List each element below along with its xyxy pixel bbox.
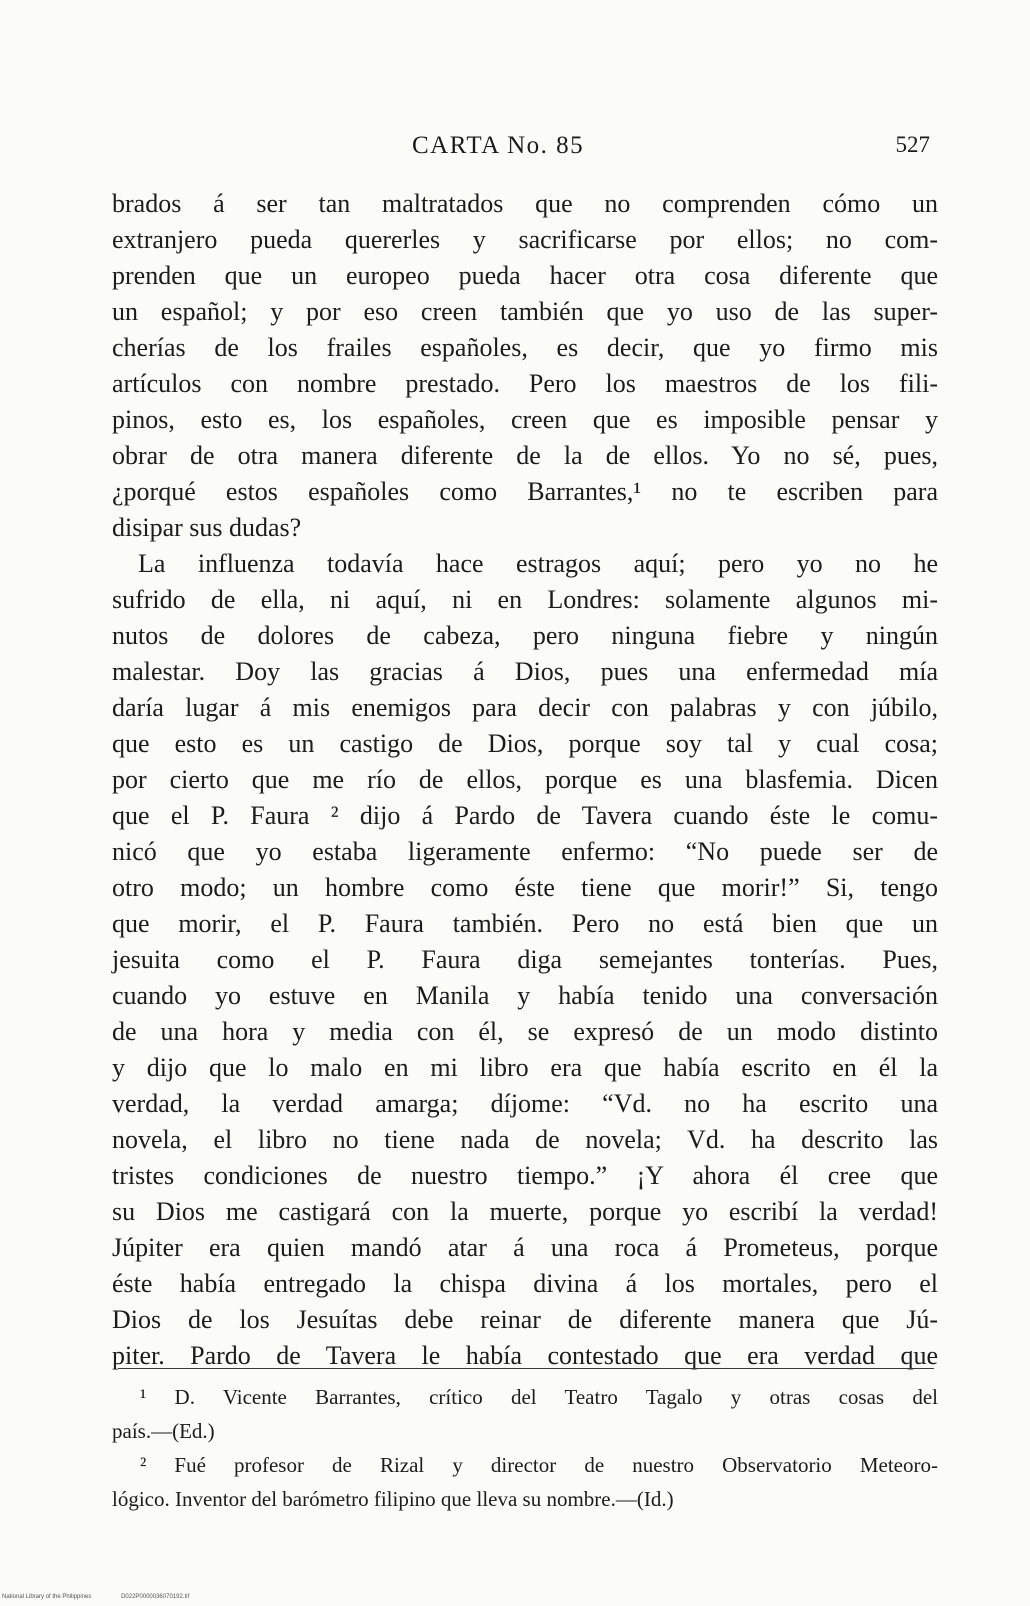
body-line: que el P. Faura ² dijo á Pardo de Tavera cuando éste le comu- (112, 801, 938, 830)
body-line: Dios de los Jesuítas debe reinar de diferente manera que Jú- (112, 1305, 938, 1334)
body-line: artículos con nombre prestado. Pero los maestros de los fili- (112, 369, 938, 398)
footnote-line: ¹ D. Vicente Barrantes, crítico del Teatro Tagalo y otras cosas del (140, 1385, 938, 1409)
library-credit: National Library of the Philippines (2, 1594, 92, 1600)
body-line: La influenza todavía hace estragos aquí; pero yo no he (138, 549, 938, 578)
letter-title: CARTA No. 85 (412, 132, 585, 159)
body-line: éste había entregado la chispa divina á los mortales, pero el (112, 1269, 938, 1298)
letter-body (112, 186, 938, 1374)
body-line: sufrido de ella, ni aquí, ni en Londres: solamente algunos mi- (112, 585, 938, 614)
body-line: novela, el libro no tiene nada de novela; Vd. ha descrito las (112, 1125, 938, 1154)
footnote-line: ² Fué profesor de Rizal y director de nuestro Observatorio Meteoro- (140, 1453, 938, 1477)
body-line: otro modo; un hombre como éste tiene que morir!” Si, tengo (112, 873, 938, 902)
body-line: nicó que yo estaba ligeramente enfermo: “No puede ser de (112, 837, 938, 866)
footnote-line: país.—(Ed.) (112, 1419, 215, 1443)
body-line: brados á ser tan maltratados que no comprenden cómo un (112, 189, 938, 218)
scan-id: D022P0000036070192.tif (121, 1594, 190, 1600)
footnote-line: lógico. Inventor del barómetro filipino que lleva su nombre.—(Id.) (112, 1487, 674, 1511)
body-line: piter. Pardo de Tavera le había contestado que era verdad que (112, 1341, 938, 1370)
body-line: su Dios me castigará con la muerte, porque yo escribí la verdad! (112, 1197, 938, 1226)
body-line: jesuita como el P. Faura diga semejantes tonterías. Pues, (112, 945, 938, 974)
body-line: daría lugar á mis enemigos para decir con palabras y con júbilo, (112, 693, 938, 722)
page-header (112, 128, 930, 168)
body-line: un español; y por eso creen también que yo uso de las super- (112, 297, 938, 326)
body-line: que morir, el P. Faura también. Pero no está bien que un (112, 909, 938, 938)
body-line: Júpiter era quien mandó atar á una roca á Prometeus, porque (112, 1233, 938, 1262)
body-line: nutos de dolores de cabeza, pero ninguna fiebre y ningún (112, 621, 938, 650)
body-line: de una hora y media con él, se expresó de un modo distinto (112, 1017, 938, 1046)
body-line: y dijo que lo malo en mi libro era que había escrito en él la (112, 1053, 938, 1082)
body-line: extranjero pueda quererles y sacrificarse por ellos; no com- (112, 225, 938, 254)
page-number: 527 (895, 132, 930, 157)
footnotes (112, 1380, 938, 1516)
body-line: que esto es un castigo de Dios, porque soy tal y cual cosa; (112, 729, 938, 758)
body-line: cherías de los frailes españoles, es decir, que yo firmo mis (112, 333, 938, 362)
body-line: verdad, la verdad amarga; díjome: “Vd. no ha escrito una (112, 1089, 938, 1118)
body-line: ¿porqué estos españoles como Barrantes,¹ no te escriben para (112, 477, 938, 506)
scan-footer (2, 1594, 217, 1600)
body-line: disipar sus dudas? (112, 513, 302, 542)
body-line: cuando yo estuve en Manila y había tenido una conversación (112, 981, 938, 1010)
body-line: por cierto que me río de ellos, porque es una blasfemia. Dicen (112, 765, 938, 794)
body-line: obrar de otra manera diferente de la de ellos. Yo no sé, pues, (112, 441, 938, 470)
body-line: tristes condiciones de nuestro tiempo.” ¡Y ahora él cree que (112, 1161, 938, 1190)
body-line: malestar. Doy las gracias á Dios, pues una enfermedad mía (112, 657, 938, 686)
footnote-divider (118, 1368, 934, 1369)
body-line: pinos, esto es, los españoles, creen que es imposible pensar y (112, 405, 938, 434)
body-line: prenden que un europeo pueda hacer otra cosa diferente que (112, 261, 938, 290)
